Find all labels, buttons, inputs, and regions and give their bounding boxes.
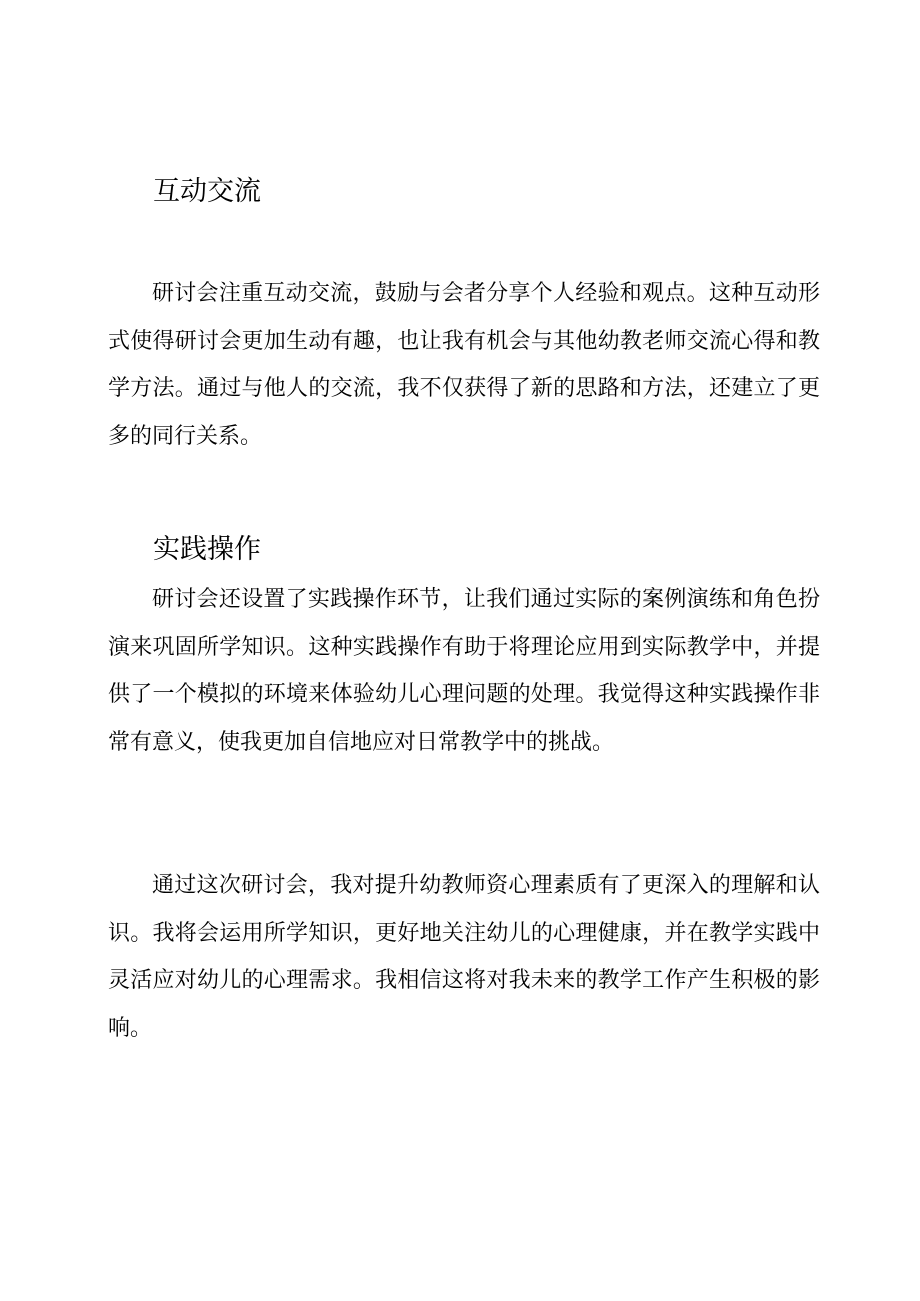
- section-paragraph-interaction: 研讨会注重互动交流，鼓励与会者分享个人经验和观点。这种互动形式使得研讨会更加生动有趣，也让我有机会与其他幼教老师交流心得和教学方法。通过与他人的交流，我不仅获得了新的思路和方法，还建立了更多的同行关系。: [108, 281, 820, 449]
- section-heading-practice: 实践操作: [153, 534, 261, 565]
- section-heading-interaction: 互动交流: [153, 176, 261, 207]
- section-paragraph-practice: 研讨会还设置了实践操作环节，让我们通过实际的案例演练和角色扮演来巩固所学知识。这种实践操作有助于将理论应用到实际教学中，并提供了一个模拟的环境来体验幼儿心理问题的处理。我觉得这种实践操作非常有意义，使我更加自信地应对日常教学中的挑战。: [108, 587, 820, 755]
- conclusion-paragraph: 通过这次研讨会，我对提升幼教师资心理素质有了更深入的理解和认识。我将会运用所学知识，更好地关注幼儿的心理健康，并在教学实践中灵活应对幼儿的心理需求。我相信这将对我未来的教学工作产生积极的影响。: [108, 873, 820, 1041]
